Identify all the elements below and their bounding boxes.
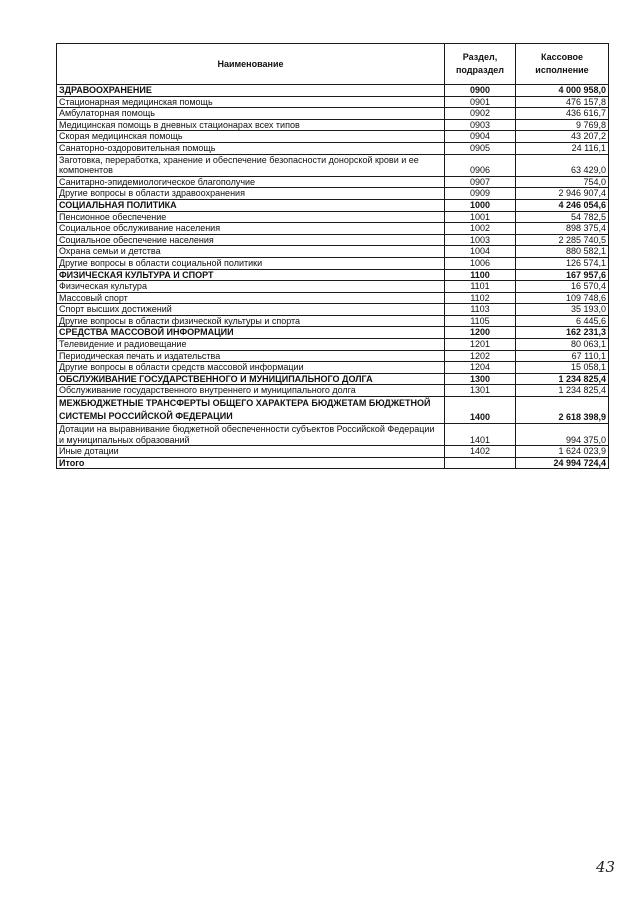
- table-row: [57, 131, 609, 143]
- table-row: [57, 188, 609, 200]
- row-name: Медицинская помощь в дневных стационарах всех типов: [57, 119, 445, 131]
- page-number: 43: [596, 858, 616, 876]
- table-row: [57, 350, 609, 362]
- row-sum: 436 616,7: [516, 108, 609, 120]
- row-code: 1000: [445, 199, 516, 211]
- row-name: Обслуживание государственного внутреннего и муниципального долга: [57, 385, 445, 397]
- row-sum: 67 110,1: [516, 350, 609, 362]
- row-sum: 162 231,3: [516, 327, 609, 339]
- row-name: Другие вопросы в области социальной политики: [57, 257, 445, 269]
- table-row: [57, 119, 609, 131]
- row-sum: 1 624 023,9: [516, 446, 609, 458]
- row-name: Телевидение и радиовещание: [57, 339, 445, 351]
- row-name: Другие вопросы в области физической культуры и спорта: [57, 315, 445, 327]
- row-sum: 1 234 825,4: [516, 385, 609, 397]
- row-code: 1004: [445, 246, 516, 258]
- row-code: 1400: [445, 397, 516, 424]
- section-name: МЕЖБЮДЖЕТНЫЕ ТРАНСФЕРТЫ ОБЩЕГО ХАРАКТЕРА БЮДЖЕТАМ БЮДЖЕТНОЙ СИСТЕМЫ РОССИЙСКОЙ ФЕДЕРАЦИИ: [57, 397, 445, 424]
- table-header-row: [57, 44, 609, 85]
- table-row: [57, 142, 609, 154]
- total-sum: 24 994 724,4: [516, 457, 609, 469]
- row-code: 1301: [445, 385, 516, 397]
- row-code: 1003: [445, 234, 516, 246]
- row-sum: 15 058,1: [516, 362, 609, 374]
- row-name: Другие вопросы в области средств массовой информации: [57, 362, 445, 374]
- row-code: 0907: [445, 176, 516, 188]
- section-row: [57, 269, 609, 281]
- section-row: [57, 397, 609, 424]
- section-name: ЗДРАВООХРАНЕНИЕ: [57, 85, 445, 97]
- row-sum: 24 116,1: [516, 142, 609, 154]
- table-body: [57, 85, 609, 458]
- row-sum: 54 782,5: [516, 211, 609, 223]
- row-sum: 4 000 958,0: [516, 85, 609, 97]
- header-cash-execution: Кассовое исполнение: [516, 44, 609, 85]
- row-name: Стационарная медицинская помощь: [57, 96, 445, 108]
- table-row: [57, 315, 609, 327]
- table-row: [57, 292, 609, 304]
- row-code: 0903: [445, 119, 516, 131]
- row-sum: 109 748,6: [516, 292, 609, 304]
- row-code: 0900: [445, 85, 516, 97]
- row-code: 0904: [445, 131, 516, 143]
- table-row: [57, 108, 609, 120]
- row-code: 1201: [445, 339, 516, 351]
- row-code: 1204: [445, 362, 516, 374]
- table-row: [57, 385, 609, 397]
- row-sum: 4 246 054,6: [516, 199, 609, 211]
- row-sum: 63 429,0: [516, 154, 609, 176]
- row-code: 1300: [445, 373, 516, 385]
- section-name: ОБСЛУЖИВАНИЕ ГОСУДАРСТВЕННОГО И МУНИЦИПАЛЬНОГО ДОЛГА: [57, 373, 445, 385]
- row-sum: 880 582,1: [516, 246, 609, 258]
- table-row: [57, 304, 609, 316]
- row-code: 1105: [445, 315, 516, 327]
- row-name: Социальное обслуживание населения: [57, 223, 445, 235]
- table-row: [57, 424, 609, 446]
- row-sum: 2 946 907,4: [516, 188, 609, 200]
- row-name: Спорт высших достижений: [57, 304, 445, 316]
- section-name: ФИЗИЧЕСКАЯ КУЛЬТУРА И СПОРТ: [57, 269, 445, 281]
- row-sum: 1 234 825,4: [516, 373, 609, 385]
- total-row: [57, 457, 609, 469]
- row-name: Периодическая печать и издательства: [57, 350, 445, 362]
- row-name: Санитарно-эпидемиологическое благополучие: [57, 176, 445, 188]
- table-row: [57, 176, 609, 188]
- row-code: 1101: [445, 281, 516, 293]
- row-code: 1002: [445, 223, 516, 235]
- table-row: [57, 96, 609, 108]
- table-row: [57, 362, 609, 374]
- section-row: [57, 199, 609, 211]
- total-code: [445, 457, 516, 469]
- row-code: 0902: [445, 108, 516, 120]
- section-row: [57, 327, 609, 339]
- row-sum: 994 375,0: [516, 424, 609, 446]
- row-sum: 126 574,1: [516, 257, 609, 269]
- row-code: 1401: [445, 424, 516, 446]
- row-name: Скорая медицинская помощь: [57, 131, 445, 143]
- row-name: Пенсионное обеспечение: [57, 211, 445, 223]
- table-row: [57, 211, 609, 223]
- row-name: Массовый спорт: [57, 292, 445, 304]
- row-name: Дотации на выравнивание бюджетной обеспеченности субъектов Российской Федерации и муниципальных образований: [57, 424, 445, 446]
- table-row: [57, 339, 609, 351]
- table-row: [57, 223, 609, 235]
- budget-execution-table: [56, 43, 609, 469]
- row-sum: 167 957,6: [516, 269, 609, 281]
- row-sum: 6 445,6: [516, 315, 609, 327]
- table-row: [57, 154, 609, 176]
- row-name: Другие вопросы в области здравоохранения: [57, 188, 445, 200]
- row-sum: 43 207,2: [516, 131, 609, 143]
- section-row: [57, 85, 609, 97]
- table-row: [57, 234, 609, 246]
- table-row: [57, 246, 609, 258]
- row-code: 1001: [445, 211, 516, 223]
- row-sum: 2 285 740,5: [516, 234, 609, 246]
- row-code: 0901: [445, 96, 516, 108]
- row-code: 1202: [445, 350, 516, 362]
- section-name: СРЕДСТВА МАССОВОЙ ИНФОРМАЦИИ: [57, 327, 445, 339]
- row-code: 0909: [445, 188, 516, 200]
- row-code: 1402: [445, 446, 516, 458]
- row-sum: 35 193,0: [516, 304, 609, 316]
- row-code: 1100: [445, 269, 516, 281]
- section-row: [57, 373, 609, 385]
- row-sum: 16 570,4: [516, 281, 609, 293]
- header-name: Наименование: [57, 44, 445, 85]
- table-row: [57, 257, 609, 269]
- total-label: Итого: [57, 457, 445, 469]
- row-sum: 9 769,8: [516, 119, 609, 131]
- row-code: 0905: [445, 142, 516, 154]
- row-sum: 476 157,8: [516, 96, 609, 108]
- row-code: 1103: [445, 304, 516, 316]
- row-code: 1006: [445, 257, 516, 269]
- row-name: Заготовка, переработка, хранение и обеспечение безопасности донорской крови и ее компонентов: [57, 154, 445, 176]
- row-name: Иные дотации: [57, 446, 445, 458]
- row-sum: 80 063,1: [516, 339, 609, 351]
- row-code: 1200: [445, 327, 516, 339]
- row-sum: 2 618 398,9: [516, 397, 609, 424]
- row-sum: 898 375,4: [516, 223, 609, 235]
- row-code: 0906: [445, 154, 516, 176]
- row-code: 1102: [445, 292, 516, 304]
- row-name: Социальное обеспечение населения: [57, 234, 445, 246]
- row-name: Охрана семьи и детства: [57, 246, 445, 258]
- section-name: СОЦИАЛЬНАЯ ПОЛИТИКА: [57, 199, 445, 211]
- table-row: [57, 281, 609, 293]
- header-section-code: Раздел, подраздел: [445, 44, 516, 85]
- row-name: Физическая культура: [57, 281, 445, 293]
- row-sum: 754,0: [516, 176, 609, 188]
- row-name: Санаторно-оздоровительная помощь: [57, 142, 445, 154]
- table-row: [57, 446, 609, 458]
- row-name: Амбулаторная помощь: [57, 108, 445, 120]
